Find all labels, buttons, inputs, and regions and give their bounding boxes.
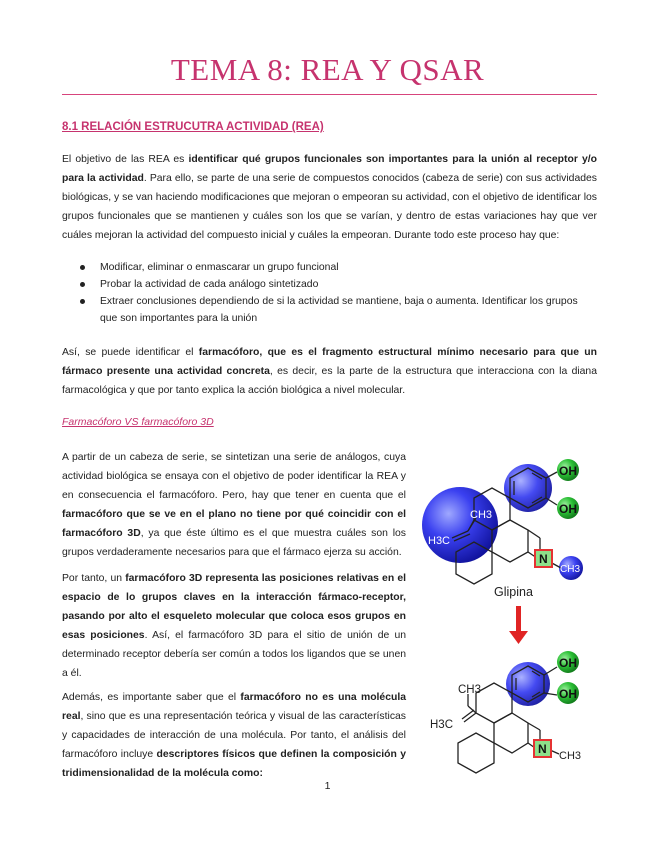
p5-bold-1: farmacóforo no es una molécula real: [62, 692, 406, 722]
oh-label-lower: OH: [559, 502, 577, 516]
p5-bold-2: descriptores físicos que definen la composición y tridimensionalidad de la molécula como:: [62, 749, 406, 779]
n-ch3-label-bottom: CH3: [559, 750, 582, 762]
oh-label-upper: OH: [559, 464, 577, 478]
pharmacophore-paragraph: [62, 343, 597, 400]
paragraph-3d-definition: [62, 569, 406, 683]
p5-text-2: , sino que es una representación teórica y visual de las características y capacidades de interacción de una molécula. Por tanto, el análisis del farmacóforo incluye: [62, 711, 406, 760]
pharmacophore-text-1: Así, se puede identificar el: [62, 347, 199, 358]
list-item: [62, 293, 597, 327]
big-hydrophobic-sphere: [422, 487, 498, 563]
pharmacophore-bold-1: farmacóforo, que es el fragmento estructural mínimo necesario para que un fármaco presente una actividad concreta: [62, 347, 597, 377]
page-title: TEMA 8: REA Y QSAR: [170, 52, 485, 87]
intro-text-1: El objetivo de las REA es: [62, 154, 189, 165]
title-rule: [62, 94, 597, 95]
p3-text-2: , ya que éste último es el que muestra cuáles son los grupos verdaderamente necesarios para que el fármaco ejerza su acción.: [62, 528, 406, 558]
subheading: Farmacóforo VS farmacóforo 3D: [62, 416, 214, 428]
paragraph-3d-intro: [62, 448, 406, 562]
figure-caption: Glipina: [494, 585, 533, 599]
oh-label-upper-bottom: OH: [559, 656, 577, 670]
bottom-molecule: [430, 651, 581, 773]
h3c-label-bottom: H3C: [430, 719, 454, 731]
bullet-icon: [80, 299, 85, 304]
p3-bold-1: farmacóforo que se ve en el plano no tiene por qué coincidir con el farmacóforo 3D: [62, 509, 406, 539]
p3-text-1: A partir de un cabeza de serie, se sintetizan una serie de análogos, cuya actividad biológica se ensaya con el objetivo de poder identificar la REA y en consecuencia el farmacóforo. Pero, hay que tener en cuenta que el: [62, 452, 406, 501]
p4-text-1: Por tanto, un: [62, 573, 126, 584]
p4-text-2: . Así, el farmacóforo 3D para el sitio de unión de un determinado receptor debería ser común a todos los ligandos que se unen a él.: [62, 630, 407, 679]
list-item: [62, 276, 597, 293]
bullet-icon: [80, 265, 85, 270]
glipina-figure: [418, 448, 598, 778]
h3c-label: H3C: [428, 535, 451, 547]
paragraph-not-real-molecule: [62, 688, 406, 783]
intro-text-2: . Para ello, se parte de una serie de compuestos conocidos (cabeza de serie) con sus actividades biológicas, y se van haciendo modificaciones que mejoran o empeoran su actividad, con el objetivo de identificar los grupos funcionales que se mantienen y cuáles son los que se varían, y dentro de estas variaciones hay que ver cuáles mejoran la actividad del compuesto inicial y cuáles la empeoran. Durante todo este proceso hay que:: [62, 173, 597, 241]
top-molecule: [422, 459, 583, 584]
bullet-text: Probar la actividad de cada análogo sintetizado: [100, 279, 319, 290]
list-item: [62, 259, 597, 276]
n-label-bottom: N: [538, 742, 547, 756]
n-label: N: [539, 552, 548, 566]
bullet-text: Modificar, eliminar o enmascarar un grupo funcional: [100, 262, 339, 273]
bullet-text: Extraer conclusiones dependiendo de si la actividad se mantiene, baja o aumenta. Identificar los grupos que son importantes para la unión: [100, 296, 578, 324]
bullet-list: [62, 259, 597, 327]
ch3-label: CH3: [470, 509, 493, 521]
intro-paragraph: [62, 150, 597, 245]
bullet-icon: [80, 282, 85, 287]
pharmacophore-text-2: , es decir, es la parte de la estructura que interacciona con la diana farmacológica y que por tanto explica la acción biológica a nivel molecular.: [62, 366, 597, 396]
n-ch3-label: CH3: [560, 564, 581, 575]
p4-bold-1: farmacóforo 3D representa las posiciones relativas en el espacio de lo grupos claves en la interacción fármaco-receptor, pasando por alto el esqueleto molecular que coloca esos grupos en esas posiciones: [62, 573, 406, 641]
intro-bold-1: identificar qué grupos funcionales son importantes para la unión al receptor y/o para la actividad: [62, 154, 598, 184]
page-number: 1: [324, 780, 331, 792]
section-heading: 8.1 RELACIÓN ESTRUCUTRA ACTIVIDAD (REA): [62, 121, 324, 133]
p5-text-1: Además, es importante saber que el: [62, 692, 241, 703]
ch3-label-bottom: CH3: [458, 684, 482, 696]
oh-label-lower-bottom: OH: [559, 687, 577, 701]
red-down-arrow-icon: [509, 606, 528, 644]
aromatic-ring-sphere: [504, 464, 552, 512]
